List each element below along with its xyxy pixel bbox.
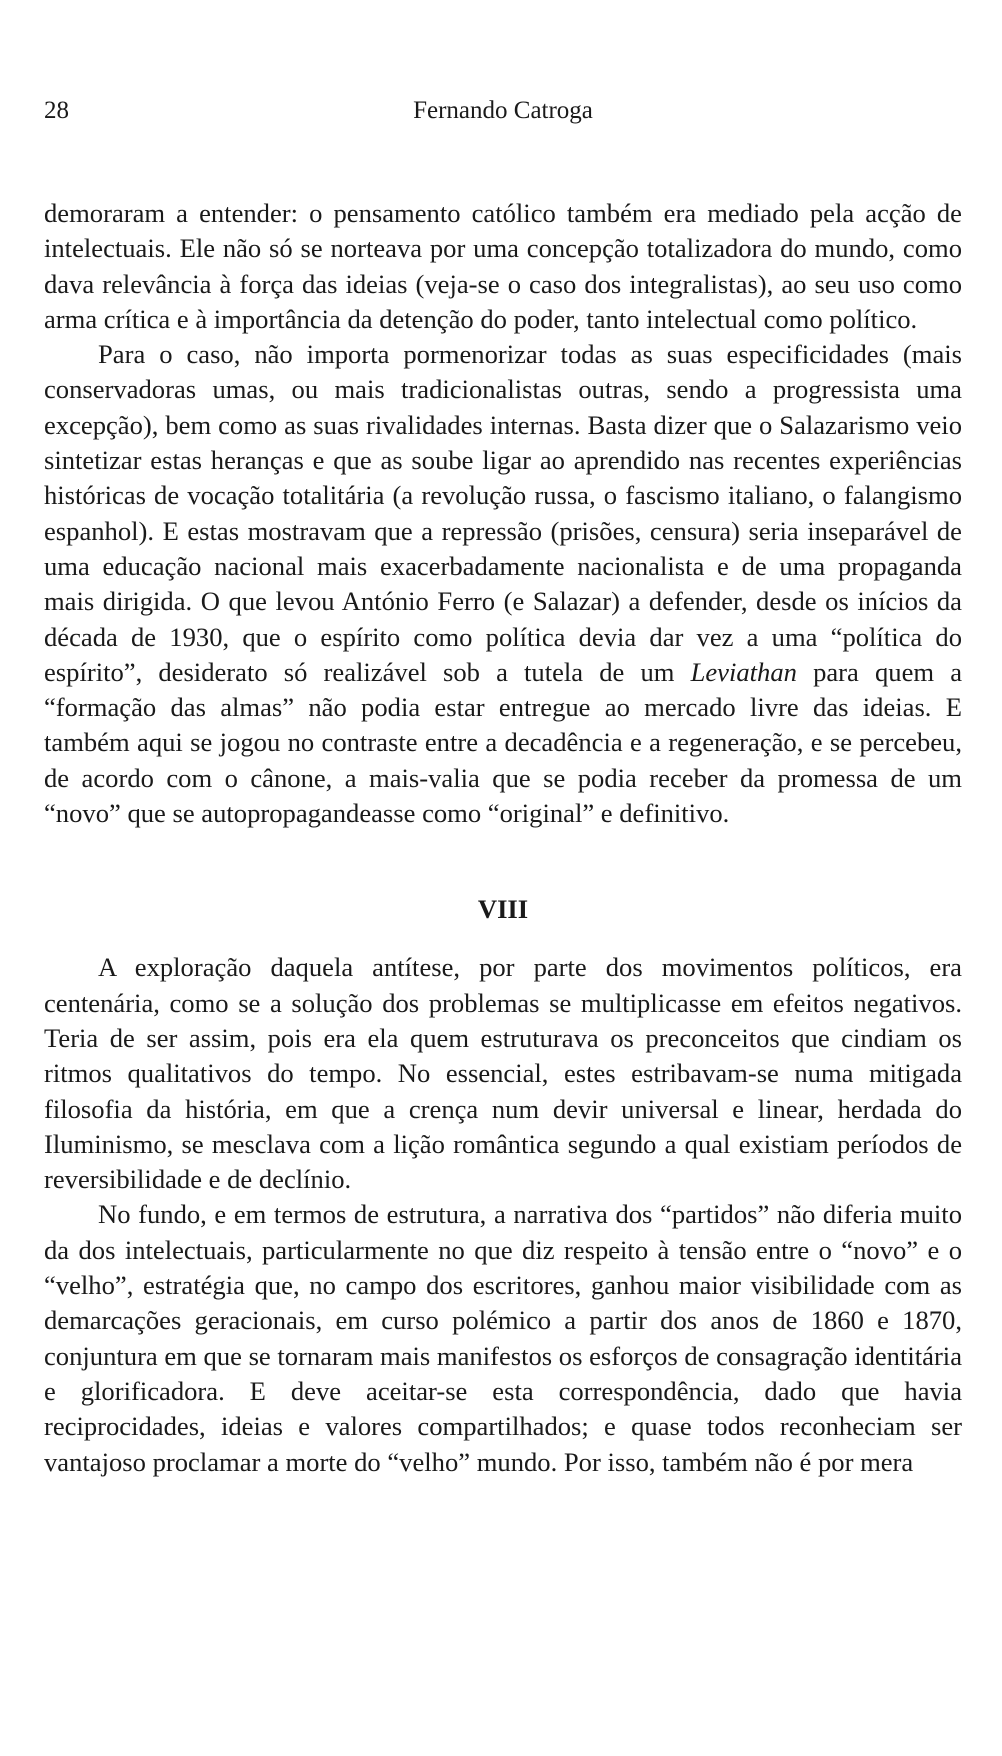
paragraph-1: demoraram a entender: o pensamento católico também era mediado pela acção de intelectuais. Ele não só se norteava por uma concepção totalizadora do mundo, como dava relevância à força das ideias (veja-se o caso dos integralistas), ao seu uso como arma crítica e à importância da detenção do poder, tanto intelectual como político. (44, 198, 962, 334)
paragraph-2 (44, 337, 962, 831)
book-page (44, 0, 962, 1756)
paragraph-4: No fundo, e em termos de estrutura, a narrativa dos “partidos” não diferia muito da dos intelectuais, particularmente no que diz respeito à tensão entre o “novo” e o “velho”, estratégia que, no campo dos escritores, ganhou maior visibilidade com as demarcações geracionais, em curso polémico a partir dos anos de 1860 e 1870, conjuntura em que se tornaram mais manifestos os esforços de consagração identitária e glorificadora. E deve aceitar-se esta correspondência, dado que havia reciprocidades, ideias e valores compartilhados; e quase todos reconheciam ser vantajoso proclamar a morte do “velho” mundo. Por isso, também não é por mera (44, 1199, 962, 1477)
paragraph-2-text-a: Para o caso, não importa pormenorizar todas as suas especificidades (mais conservadoras umas, ou mais tradicionalistas outras, sendo a progressista uma excepção), bem como as suas rivalidades internas. Basta dizer que o Salazarismo veio sintetizar estas heranças e que as soube ligar ao aprendido nas recentes experiências históricas de vocação totalitária (a revolução russa, o fascismo italiano, o falangismo espanhol). E estas mostravam que a repressão (prisões, censura) seria inseparável de uma educação nacional mais exacerbadamente nacionalista e de uma propaganda mais dirigida. O que levou António Ferro (e Salazar) a defender, desde os inícios da década de 1930, que o espírito como política devia dar vez a uma “política do espírito”, desiderato só realizável sob a tutela de um (44, 339, 962, 687)
paragraph-2-text-b: para quem a “formação das almas” não podia estar entregue ao mercado livre das ideias. E também aqui se jogou no contraste entre a decadência e a regeneração, e se percebeu, de acordo com o cânone, a mais-valia que se podia receber da promessa de um “novo” que se autopropagandeasse como “original” e definitivo. (44, 656, 962, 829)
running-title: Fernando Catroga (413, 97, 593, 124)
section-heading: VIII (477, 894, 529, 925)
italic-leviathan: Leviathan (690, 656, 797, 687)
body-text (44, 196, 962, 1480)
page-number: 28 (44, 97, 69, 124)
paragraph-3: A exploração daquela antítese, por parte dos movimentos políticos, era centenária, como se a solução dos problemas se multiplicasse em efeitos negativos. Teria de ser assim, pois era ela quem estruturava os preconceitos que cindiam os ritmos qualitativos do tempo. No essencial, estes estribavam-se numa mitigada filosofia da história, em que a crença num devir universal e linear, herdada do Iluminismo, se mesclava com a lição romântica segundo a qual existiam períodos de reversibilidade e de declínio. (44, 952, 962, 1195)
running-head (44, 97, 962, 127)
